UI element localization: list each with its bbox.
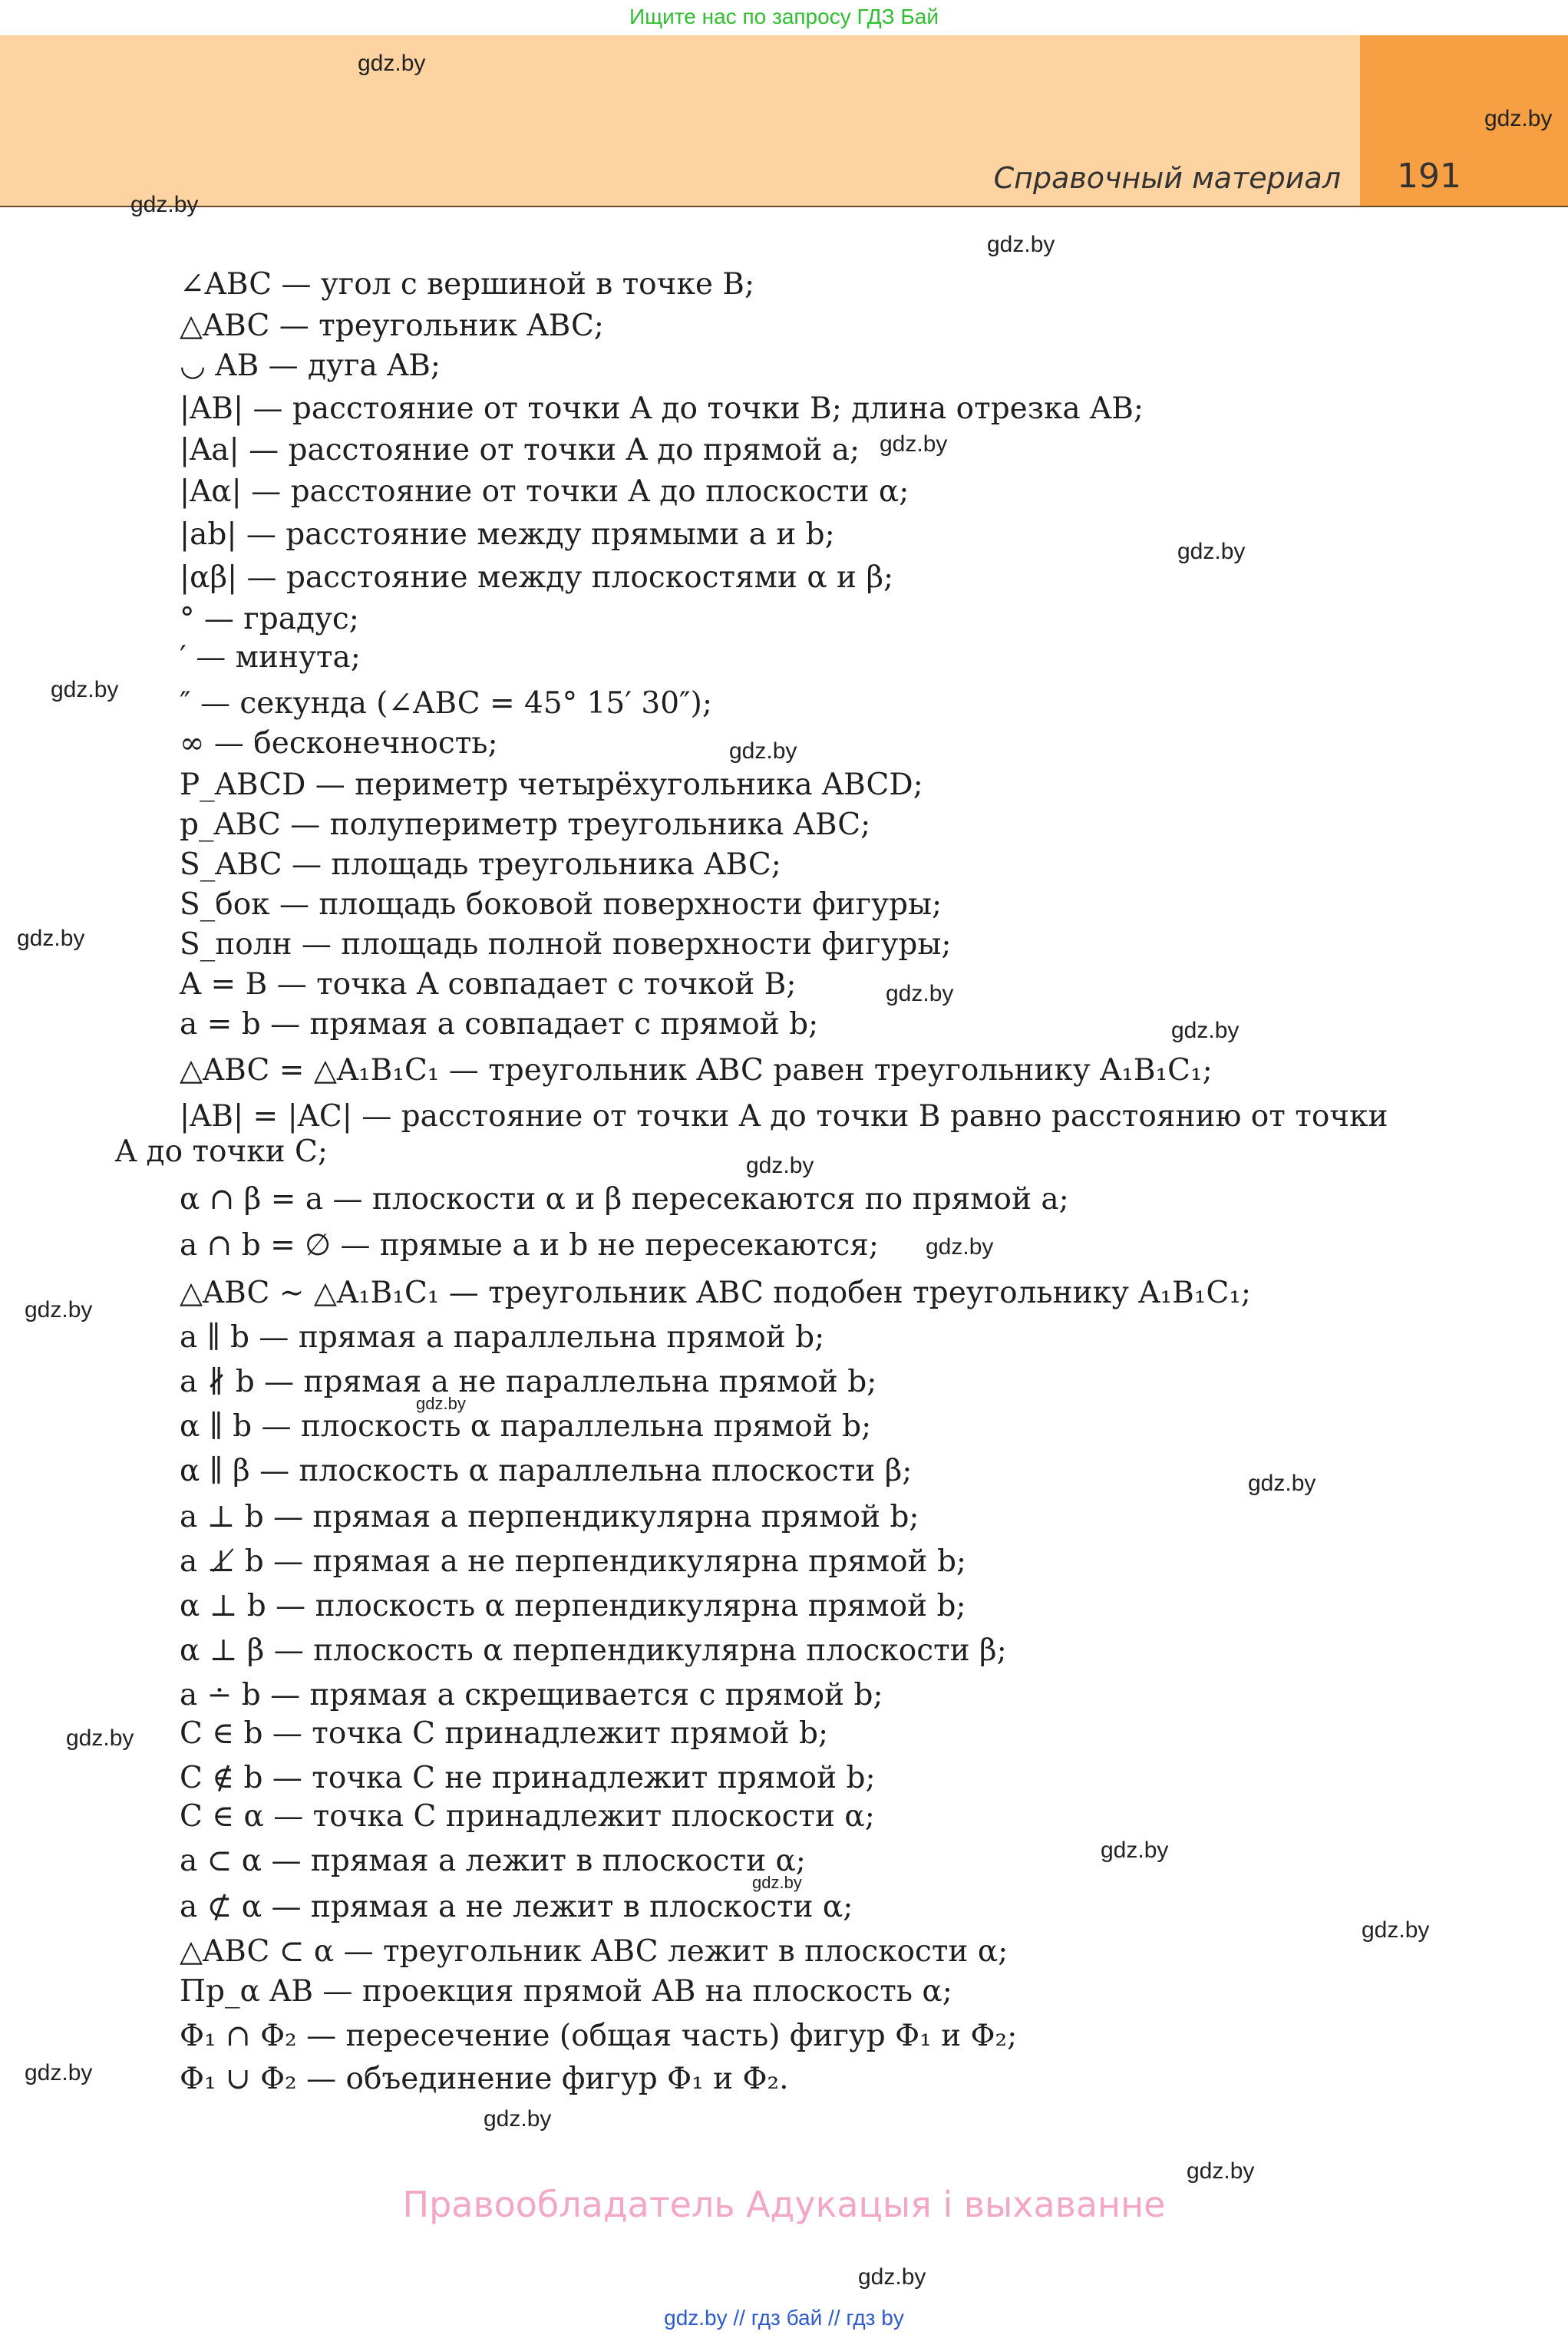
notation-line: a ⊂ α — прямая a лежит в плоскости α; <box>180 1844 806 1878</box>
notation-line: a ∸ b — прямая a скрещивается с прямой b; <box>180 1678 883 1712</box>
notation-line: C ∈ b — точка C принадлежит прямой b; <box>180 1716 829 1751</box>
watermark: gdz.by <box>858 2264 926 2290</box>
notation-line: A до точки C; <box>115 1134 328 1169</box>
watermark: gdz.by <box>729 738 797 764</box>
notation-line: △ABC — треугольник ABC; <box>180 309 604 343</box>
notation-line: ∞ — бесконечность; <box>180 726 498 761</box>
notation-line: |αβ| — расстояние между плоскостями α и β; <box>180 560 894 595</box>
notation-line: Пр_α AB — проекция прямой AB на плоскость α; <box>180 1974 952 2009</box>
notation-line: S_полн — площадь полной поверхности фигуры; <box>180 927 952 962</box>
notation-line: ° — градус; <box>180 602 359 636</box>
notation-line: A = B — точка A совпадает с точкой B; <box>180 967 797 1002</box>
notation-line: ′ — минута; <box>180 640 361 675</box>
watermark: gdz.by <box>880 431 948 457</box>
notation-line: △ABC ⊂ α — треугольник ABC лежит в плоскости α; <box>180 1934 1008 1969</box>
notation-line: p_ABC — полупериметр треугольника ABC; <box>180 807 871 842</box>
watermark: gdz.by <box>926 1234 994 1260</box>
watermark: gdz.by <box>746 1153 814 1178</box>
page-number: 191 <box>1397 157 1461 196</box>
notation-line: a ⊥ b — прямая a перпендикулярна прямой b; <box>180 1500 919 1534</box>
footer-links: gdz.by // гдз бай // гдз by <box>664 2306 904 2330</box>
notation-line: |Aα| — расстояние от точки A до плоскости α; <box>180 474 909 509</box>
notation-line: S_бок — площадь боковой поверхности фигуры; <box>180 887 942 922</box>
watermark: gdz.by <box>1101 1838 1169 1863</box>
watermark: gdz.by <box>1362 1917 1430 1943</box>
watermark: gdz.by <box>416 1394 466 1413</box>
notation-line: Φ₁ ∪ Φ₂ — объединение фигур Φ₁ и Φ₂. <box>180 2062 789 2096</box>
watermark: gdz.by <box>1171 1018 1240 1043</box>
notation-line: |Aa| — расстояние от точки A до прямой a; <box>180 433 860 467</box>
watermark: gdz.by <box>358 51 426 76</box>
watermark: gdz.by <box>886 981 954 1006</box>
notation-line: C ∉ b — точка C не принадлежит прямой b; <box>180 1761 876 1795</box>
notation-line: △ABC ∼ △A₁B₁C₁ — треугольник ABC подобен треугольнику A₁B₁C₁; <box>180 1276 1252 1310</box>
watermark: gdz.by <box>1248 1471 1316 1496</box>
notation-line: α ∥ b — плоскость α параллельна прямой b; <box>180 1409 872 1444</box>
notation-line: Φ₁ ∩ Φ₂ — пересечение (общая часть) фигур Φ₁ и Φ₂; <box>180 2019 1018 2053</box>
watermark: gdz.by <box>25 2060 93 2085</box>
notation-line: ∠ABC — угол с вершиной в точке B; <box>180 267 755 302</box>
notation-line: |AB| = |AC| — расстояние от точки A до точки B равно расстоянию от точки <box>180 1099 1388 1134</box>
notation-line: α ∥ β — плоскость α параллельна плоскости β; <box>180 1454 913 1488</box>
notation-line: |AB| — расстояние от точки A до точки B; длина отрезка AB; <box>180 391 1144 426</box>
header-divider <box>0 206 1568 207</box>
notation-line: ″ — секунда (∠ABC = 45° 15′ 30″); <box>180 686 712 721</box>
notation-line: △ABC = △A₁B₁C₁ — треугольник ABC равен треугольнику A₁B₁C₁; <box>180 1053 1213 1088</box>
watermark: gdz.by <box>25 1297 93 1323</box>
notation-line: α ⊥ b — плоскость α перпендикулярна прямой b; <box>180 1589 966 1623</box>
copyright-notice: Правообладатель Адукацыя і выхаванне <box>402 2184 1166 2225</box>
watermark: gdz.by <box>17 926 85 951</box>
notation-line: P_ABCD — периметр четырёхугольника ABCD; <box>180 768 923 802</box>
watermark: gdz.by <box>130 192 199 217</box>
watermark: gdz.by <box>484 2106 552 2132</box>
notation-line: α ∩ β = a — плоскости α и β пересекаются по прямой a; <box>180 1182 1069 1217</box>
notation-line: α ⊥ β — плоскость α перпендикулярна плоскости β; <box>180 1633 1007 1668</box>
notation-line: a ⊥̸ b — прямая a не перпендикулярна прямой b; <box>180 1544 967 1579</box>
notation-line: a = b — прямая a совпадает с прямой b; <box>180 1007 819 1042</box>
notation-line: S_ABC — площадь треугольника ABC; <box>180 847 781 882</box>
notation-line: C ∈ α — точка C принадлежит плоскости α; <box>180 1799 875 1834</box>
watermark: gdz.by <box>1187 2158 1255 2184</box>
notation-line: a ⊄ α — прямая a не лежит в плоскости α; <box>180 1890 853 1924</box>
top-banner: Ищите нас по запросу ГДЗ Бай <box>629 5 939 28</box>
watermark: gdz.by <box>987 232 1055 257</box>
watermark: gdz.by <box>1177 539 1246 564</box>
section-title: Справочный материал <box>993 161 1341 195</box>
watermark: gdz.by <box>1484 106 1553 131</box>
notation-line: a ∦ b — прямая a не параллельна прямой b; <box>180 1365 877 1399</box>
watermark: gdz.by <box>752 1873 802 1892</box>
notation-line: ◡ AB — дуга AB; <box>180 348 441 383</box>
watermark: gdz.by <box>66 1725 134 1751</box>
notation-line: |ab| — расстояние между прямыми a и b; <box>180 517 835 552</box>
notation-line: a ∩ b = ∅ — прямые a и b не пересекаются; <box>180 1228 879 1263</box>
notation-line: a ∥ b — прямая a параллельна прямой b; <box>180 1320 825 1355</box>
watermark: gdz.by <box>51 677 119 702</box>
